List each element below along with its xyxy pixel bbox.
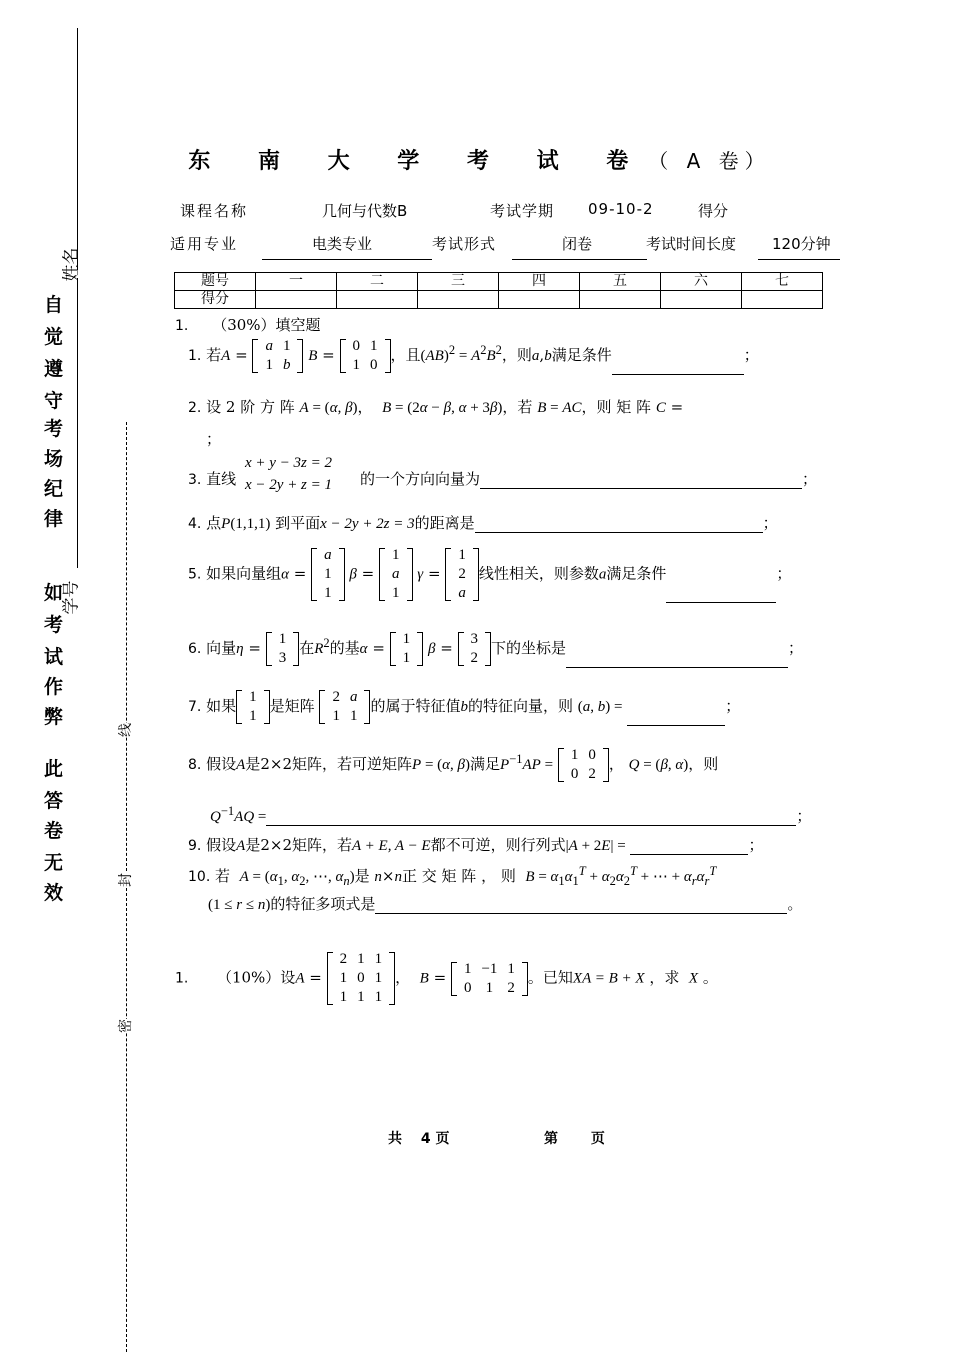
question-number: 二 bbox=[337, 273, 418, 291]
item-number: 9. bbox=[188, 838, 202, 854]
duration-label: 考试时间长度 bbox=[646, 235, 737, 253]
section1-title: （30%）填空题 bbox=[212, 316, 321, 334]
section2-text: ，求 bbox=[649, 968, 680, 987]
item-text: 是 bbox=[354, 867, 370, 885]
item-text: 到平面 bbox=[275, 514, 321, 532]
item-text: 如果 bbox=[206, 697, 237, 715]
item-text: 满足 bbox=[470, 755, 501, 773]
paper-version: （ A 卷） bbox=[648, 149, 771, 173]
warning-char: 作 bbox=[44, 676, 64, 698]
score-cell[interactable] bbox=[580, 291, 661, 309]
item-text: 若 bbox=[206, 346, 222, 364]
warning-char: 觉 bbox=[44, 326, 64, 348]
warning-char: 试 bbox=[44, 646, 64, 668]
major-underline bbox=[262, 259, 432, 260]
section2-number: 1. bbox=[175, 970, 189, 987]
item-text: 假设 bbox=[206, 836, 237, 854]
item-number: 8. bbox=[188, 757, 202, 773]
item-text: ，若 bbox=[502, 398, 533, 416]
course-value: 几何与代数B bbox=[322, 202, 408, 220]
item-7: 7. 如果 1 1 是矩阵 2 a 1 1 的属于特征值b的特征向量，则 (a, b) = ； bbox=[188, 689, 741, 724]
item-text: 在 bbox=[299, 639, 315, 657]
item-number: 3. bbox=[188, 472, 202, 488]
item-text: 矩阵，若可逆矩阵 bbox=[292, 755, 413, 773]
score-table bbox=[174, 272, 823, 309]
item-text: 是 bbox=[245, 755, 261, 773]
course-label: 课程名称 bbox=[180, 202, 249, 220]
item-text: 线性相关，则参数 bbox=[478, 564, 599, 583]
warning-char: 效 bbox=[44, 882, 64, 904]
item-text: ； bbox=[762, 514, 778, 532]
form-label: 考试形式 bbox=[432, 235, 497, 253]
item-text: 满足条件 bbox=[551, 346, 612, 364]
answer-blank[interactable] bbox=[475, 518, 763, 533]
item-3-tail bbox=[360, 468, 817, 489]
warning-char: 律 bbox=[44, 508, 64, 530]
item-8: 8. 假设A是2×2矩阵，若可逆矩阵P = (α, β)满足$P^{-1}AP$ = 1 0 0 2 ， Q = (β, α)，则 bbox=[188, 747, 719, 782]
item-text: 的距离是 bbox=[414, 514, 475, 532]
item-text: 若 bbox=[215, 867, 231, 885]
seal-dashed-line bbox=[126, 422, 127, 1352]
warning-char: 自 bbox=[44, 294, 64, 316]
title-text: 东 南 大 学 考 试 卷 bbox=[188, 149, 649, 174]
warning-char: 弊 bbox=[44, 706, 64, 728]
item-text: 是矩阵 bbox=[269, 697, 315, 715]
item-4: 4. 点P(1,1,1) 到平面x − 2y + 2z = 3的距离是 ； bbox=[188, 514, 778, 532]
item-text: 矩阵，若 bbox=[292, 836, 353, 854]
item-2-end: ； bbox=[206, 430, 222, 448]
score-label: 得分 bbox=[698, 202, 729, 220]
table-row bbox=[175, 273, 823, 291]
student-id-label: 学号 bbox=[61, 580, 82, 615]
question-number: 三 bbox=[418, 273, 499, 291]
item-1: 1. 若A = a 1 1 b B = 0 1 1 0 ，且$(AB)^2 = A^2B^2$，则a,b满足条件 ； bbox=[188, 338, 759, 373]
table-row bbox=[175, 291, 823, 309]
item-9: 9. 假设A是2×2矩阵，若A + E, A − E都不可逆，则行列式|A + 2E| = ； bbox=[188, 836, 764, 854]
item-number: 1. bbox=[188, 348, 202, 364]
answer-blank[interactable] bbox=[480, 474, 802, 489]
score-cell[interactable] bbox=[418, 291, 499, 309]
item-text: 。 bbox=[787, 895, 803, 913]
major-value: 电类专业 bbox=[312, 235, 373, 253]
question-number-header: 题号 bbox=[175, 273, 256, 291]
warning-char: 答 bbox=[44, 790, 64, 812]
score-cell[interactable] bbox=[256, 291, 337, 309]
item-text: 点 bbox=[206, 514, 222, 532]
item-number: 2. bbox=[188, 400, 202, 416]
item-3-system: x + y − 3z = 2 x − 2y + z = 1 bbox=[245, 455, 333, 493]
question-number: 五 bbox=[580, 273, 661, 291]
question-number: 四 bbox=[499, 273, 580, 291]
item-text: ； bbox=[743, 346, 759, 364]
item-text: ，且 bbox=[390, 346, 421, 364]
item-6: 6. 向量η = 1 3 在$R^2$的基α = 1 1 β = 3 2 下的坐标是 ； bbox=[188, 631, 804, 666]
item-text: ； bbox=[725, 697, 741, 715]
score-cell[interactable] bbox=[499, 291, 580, 309]
seal-char-line: 线 bbox=[113, 723, 137, 737]
item-text: 设 2 阶 方 阵 bbox=[206, 398, 295, 416]
item-text: ； bbox=[788, 639, 804, 657]
item-text: 直线 bbox=[206, 470, 237, 488]
item-3 bbox=[188, 468, 236, 489]
item-8-answer: $Q^{-1}AQ$ = ； bbox=[210, 804, 812, 825]
item-number: 5. bbox=[188, 566, 202, 583]
name-label: 姓名 bbox=[61, 247, 82, 282]
warning-char: 守 bbox=[44, 390, 64, 412]
item-text: ，则 bbox=[501, 346, 532, 364]
item-text: ，则 bbox=[688, 755, 719, 773]
duration-value: 120分钟 bbox=[772, 235, 831, 253]
warning-char: 无 bbox=[44, 852, 64, 874]
answer-blank[interactable] bbox=[375, 899, 787, 914]
question-number: 六 bbox=[661, 273, 742, 291]
item-text: 的特征向量，则 bbox=[467, 697, 573, 715]
warning-char: 如 bbox=[44, 582, 64, 604]
item-text: 是 bbox=[245, 836, 261, 854]
item-number: 7. bbox=[188, 699, 202, 715]
section2-text: （10%）设 bbox=[216, 968, 296, 987]
item-text: 下的坐标是 bbox=[491, 639, 567, 657]
warning-char: 卷 bbox=[44, 820, 64, 842]
warning-char: 考 bbox=[44, 418, 64, 440]
section2-text: 。 bbox=[702, 968, 718, 987]
answer-blank[interactable] bbox=[627, 711, 725, 726]
item-text: ； bbox=[748, 836, 764, 854]
score-row-header: 得分 bbox=[175, 291, 256, 309]
answer-blank[interactable] bbox=[266, 811, 796, 826]
item-text: ； bbox=[776, 564, 792, 583]
answer-blank[interactable] bbox=[566, 653, 788, 668]
item-number: 4. bbox=[188, 516, 202, 532]
item-number: 6. bbox=[188, 641, 202, 657]
item-number: 10. bbox=[188, 869, 211, 885]
item-5: 5. 如果向量组α = a 1 1 β = 1 a 1 γ = 1 2 a 线性相关，则参数a满足条件 ； bbox=[188, 547, 792, 601]
item-10: 10. 若 $A = (\alpha_1$, $\alpha_2$, ⋯, $\alpha_n$)是 n×n正 交 矩 阵 ， 则 $B = \alpha_1\alpha_1^T + \alpha_2\alpha_2^T$ + ⋯ + $\alpha_r\alpha_r^T$ bbox=[188, 864, 717, 888]
item-text: ，则 矩 阵 bbox=[581, 398, 652, 416]
item-text: 正 交 矩 阵 ， 则 bbox=[402, 867, 516, 885]
item-text: 向量 bbox=[206, 639, 237, 657]
score-cell[interactable] bbox=[337, 291, 418, 309]
warning-char: 遵 bbox=[44, 358, 64, 380]
score-cell[interactable] bbox=[661, 291, 742, 309]
item-text: 的特征多项式是 bbox=[270, 895, 376, 913]
answer-blank[interactable] bbox=[612, 360, 744, 375]
item-text: 的基 bbox=[329, 639, 360, 657]
answer-blank[interactable] bbox=[666, 588, 776, 603]
warning-char: 考 bbox=[44, 614, 64, 636]
item-text: 假设 bbox=[206, 755, 237, 773]
term-value: 09-10-2 bbox=[588, 200, 654, 218]
item-10-cont: (1 ≤ r ≤ n)的特征多项式是 。 bbox=[208, 895, 803, 913]
answer-blank[interactable] bbox=[630, 840, 748, 855]
binding-line-mid bbox=[77, 278, 78, 568]
section2: 1. （10%）设A = 2 1 1 1 0 1 1 1 1 ， B = 1 −1 1 0 1 2 。已知XA = B + X ，求 X 。 bbox=[175, 951, 718, 1005]
major-label: 适用专业 bbox=[170, 235, 239, 253]
item-text: 满足条件 bbox=[606, 564, 667, 583]
form-underline bbox=[512, 259, 647, 260]
item-text: 的一个方向向量为 bbox=[360, 470, 481, 488]
question-number: 一 bbox=[256, 273, 337, 291]
duration-underline bbox=[758, 259, 840, 260]
warning-char: 纪 bbox=[44, 478, 64, 500]
item-text: ； bbox=[802, 470, 818, 488]
warning-char: 此 bbox=[44, 758, 64, 780]
item-text: 都不可逆，则行列式 bbox=[430, 836, 566, 854]
form-value: 闭卷 bbox=[562, 235, 593, 253]
item-text: 的属于特征值 bbox=[370, 697, 461, 715]
question-number: 七 bbox=[742, 273, 823, 291]
section2-text: ， bbox=[395, 968, 411, 987]
score-cell[interactable] bbox=[742, 291, 823, 309]
section2-text: 。已知 bbox=[527, 968, 573, 987]
item-text: ； bbox=[796, 807, 812, 825]
exam-title bbox=[0, 144, 959, 175]
item-text: 如果向量组 bbox=[206, 564, 282, 583]
section1-heading bbox=[175, 314, 321, 335]
seal-char-secret: 密 bbox=[113, 1019, 137, 1033]
term-label: 考试学期 bbox=[490, 202, 555, 220]
section1-number: 1. bbox=[175, 318, 189, 334]
footer-page-number: 第 页 bbox=[544, 1131, 605, 1147]
seal-char-seal: 封 bbox=[113, 873, 137, 887]
footer-total-pages: 共 4 页 bbox=[388, 1131, 450, 1147]
warning-char: 场 bbox=[44, 448, 64, 470]
item-2: 2. 设 2 阶 方 阵 A = (α, β)， B = (2α − β, α + 3β)，若 B = AC，则 矩 阵 C = bbox=[188, 398, 684, 416]
